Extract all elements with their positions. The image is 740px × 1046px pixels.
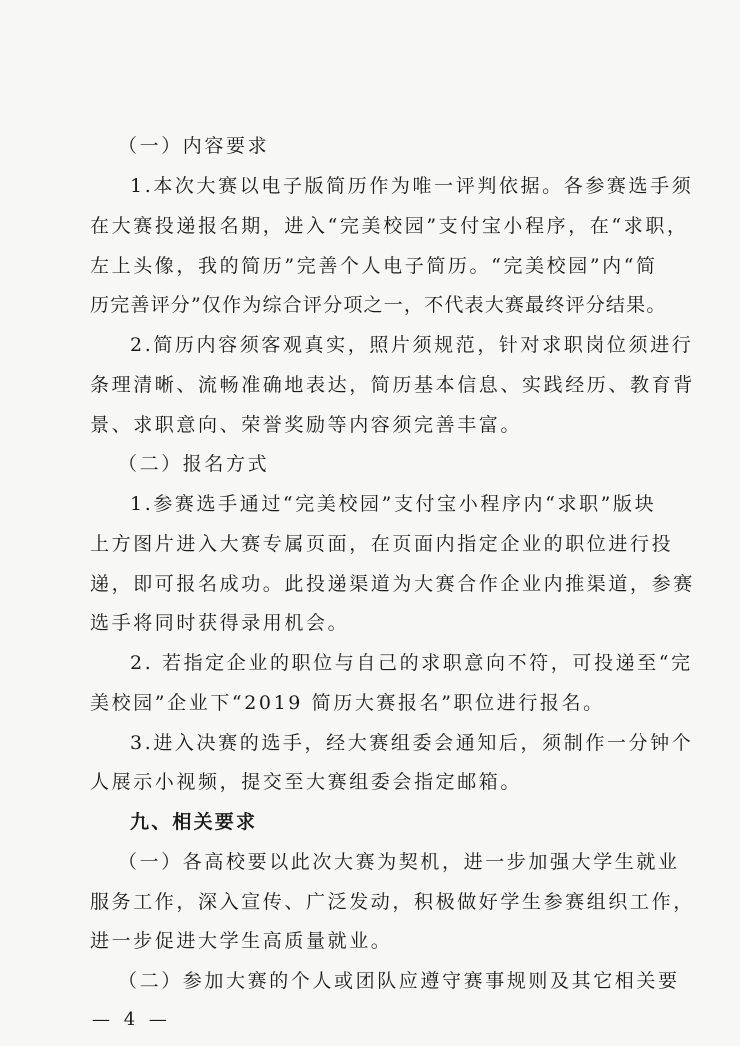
paragraph-line: （一）各高校要以此次大赛为契机，进一步加强大学生就业 <box>118 851 680 873</box>
paragraph-line: 历完善评分”仅作为综合评分项之一，不代表大赛最终评分结果。 <box>90 294 667 316</box>
paragraph-line: 服务工作，深入宣传、广泛发动，积极做好学生参赛组织工作， <box>90 891 695 913</box>
paragraph-line: 选手将同时获得录用机会。 <box>90 612 350 634</box>
paragraph-line: 3.进入决赛的选手，经大赛组委会通知后，须制作一分钟个 <box>130 732 694 754</box>
paragraph-line: 进一步促进大学生高质量就业。 <box>90 930 393 952</box>
paragraph-line: 2. 若指定企业的职位与自己的求职意向不符，可投递至“完 <box>130 652 693 674</box>
paragraph-line: 2.简历内容须客观真实，照片须规范，针对求职岗位须进行 <box>130 334 694 356</box>
paragraph-line: 1.本次大赛以电子版简历作为唯一评判依据。各参赛选手须 <box>130 175 694 197</box>
paragraph-line: 递，即可报名成功。此投递渠道为大赛合作企业内推渠道，参赛 <box>90 573 695 595</box>
paragraph-line: 1.参赛选手通过“完美校园”支付宝小程序内“求职”版块 <box>130 493 657 515</box>
paragraph-line: 景、求职意向、荣誉奖励等内容须完善丰富。 <box>90 414 523 436</box>
paragraph-line: （二）参加大赛的个人或团队应遵守赛事规则及其它相关要 <box>118 970 680 992</box>
section-heading-related-requirements: 九、相关要求 <box>130 811 258 833</box>
section-heading-registration: （二）报名方式 <box>118 453 270 475</box>
paragraph-line: 美校园”企业下“2019 简历大赛报名”职位进行报名。 <box>90 692 605 714</box>
section-heading-content-requirements: （一）内容要求 <box>118 135 270 157</box>
paragraph-line: 人展示小视频，提交至大赛组委会指定邮箱。 <box>90 771 523 793</box>
paragraph-line: 左上头像，我的简历”完善个人电子简历。“完美校园”内“简 <box>90 255 658 277</box>
paragraph-line: 上方图片进入大赛专属页面，在页面内指定企业的职位进行投 <box>90 533 674 555</box>
page-number: — 4 — <box>92 1009 171 1030</box>
paragraph-line: 条理清晰、流畅准确地表达，简历基本信息、实践经历、教育背 <box>90 374 695 396</box>
paragraph-line: 在大赛投递报名期，进入“完美校园”支付宝小程序，在“求职， <box>90 215 689 237</box>
